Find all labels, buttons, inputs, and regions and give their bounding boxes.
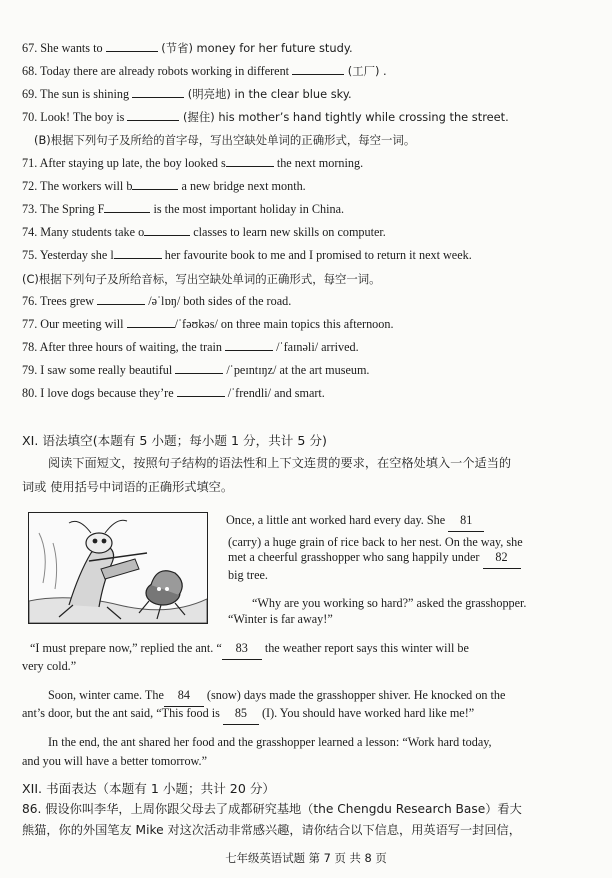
- answer-blank[interactable]: [127, 109, 179, 121]
- passage-p1-line1: Once, a little ant worked hard every day. She 81: [226, 509, 484, 532]
- question-text: 79. I saw some really beautiful: [22, 363, 176, 377]
- answer-blank[interactable]: [132, 178, 178, 190]
- question-text: 77. Our meeting will: [22, 317, 127, 331]
- passage-p5-line2: and you will have a better tomorrow.”: [22, 754, 208, 768]
- question-text: 80. I love dogs because they’re: [22, 386, 177, 400]
- question-text: 75. Yesterday she l: [22, 248, 114, 262]
- section-xi-title: XI. 语法填空(本题有 5 小题；每小题 1 分，共计 5 分): [22, 433, 327, 448]
- question-text: 70. Look! The boy is: [22, 110, 128, 124]
- question-text: 69. The sun is shining: [22, 87, 133, 101]
- passage-p1-line2: (carry) a huge grain of rice back to her nest. On the way, she: [228, 535, 523, 549]
- question-row-a-4: [22, 109, 509, 125]
- question-text: a new bridge next month.: [178, 179, 306, 193]
- answer-blank[interactable]: [114, 247, 162, 259]
- answer-blank[interactable]: [127, 316, 175, 328]
- question-text: /ˈfəʊkəs/ on three main topics this afternoon.: [174, 317, 394, 331]
- question-text: 78. After three hours of waiting, the train: [22, 340, 226, 354]
- question-text: her favourite book to me and I promised to return it next week.: [161, 248, 472, 262]
- section-xi-instruction-line2: 词或 使用括号中词语的正确形式填空。: [22, 480, 234, 494]
- passage-p3-line1: “I must prepare now,” replied the ant. “ 83 the weather report says this winter will be: [30, 637, 469, 660]
- answer-blank[interactable]: [226, 155, 274, 167]
- question-text: the next morning.: [273, 156, 364, 170]
- question-row-b-3: [22, 201, 344, 217]
- passage-p4-line2: ant’s door, but the ant said, “This food is 85 (I). You should have worked hard like me!”: [22, 702, 474, 725]
- question-text: /ˈfrendli/ and smart.: [224, 386, 325, 400]
- question-row-c-3: [22, 339, 359, 355]
- question-text: classes to learn new skills on computer.: [190, 225, 386, 239]
- page-footer: 七年级英语试题 第 7 页 共 8 页: [225, 851, 387, 865]
- answer-blank[interactable]: [106, 40, 158, 52]
- blank-84[interactable]: 84: [164, 684, 204, 707]
- blank-81[interactable]: 81: [448, 509, 484, 532]
- question-text: 73. The Spring F: [22, 202, 105, 216]
- answer-blank[interactable]: [292, 63, 344, 75]
- question-text: (明亮地) in the clear blue sky.: [184, 87, 352, 101]
- section-xii-title: XII. 书面表达（本题有 1 小题；共计 20 分）: [22, 781, 276, 796]
- passage-p5-line1: In the end, the ant shared her food and the grasshopper learned a lesson: “Work hard today,: [48, 735, 492, 749]
- passage-p2-line2: “Winter is far away!”: [228, 612, 333, 626]
- question-text: 74. Many students take o: [22, 225, 145, 239]
- question-row-a-2: [22, 63, 387, 79]
- section-xi-instruction-line1: 阅读下面短文，按照句子结构的语法性和上下文连贯的要求，在空格处填入一个适当的: [48, 456, 512, 470]
- passage-p2-line1: “Why are you working so hard?” asked the grasshopper.: [252, 596, 527, 610]
- passage-p4-line1: Soon, winter came. The 84 (snow) days made the grasshopper shiver. He knocked on the: [48, 684, 505, 707]
- question-row-b-1: [22, 155, 363, 171]
- question-text: 76. Trees grew: [22, 294, 98, 308]
- question-text: 68. Today there are already robots working in different: [22, 64, 293, 78]
- blank-85[interactable]: 85: [223, 702, 259, 725]
- question-86-line2: 熊猫，你的外国笔友 Mike 对这次活动非常感兴趣，请你结合以下信息，用英语写一封回信，: [22, 823, 521, 837]
- answer-blank[interactable]: [132, 86, 184, 98]
- answer-blank[interactable]: [144, 224, 190, 236]
- part-b-instruction: (B)根据下列句子及所给的首字母，写出空缺处单词的正确形式，每空一词。: [34, 133, 416, 147]
- question-86-line1: 86. 假设你叫李华，上周你跟父母去了成都研究基地（the Chengdu Research Base）看大: [22, 802, 522, 816]
- question-row-b-5: [22, 247, 472, 263]
- blank-83[interactable]: 83: [222, 637, 262, 660]
- question-row-a-1: [22, 40, 353, 56]
- answer-blank[interactable]: [104, 201, 150, 213]
- answer-blank[interactable]: [97, 293, 145, 305]
- passage-p3-line2: very cold.”: [22, 659, 77, 673]
- question-row-c-5: [22, 385, 325, 401]
- question-row-b-2: [22, 178, 306, 194]
- question-text: 71. After staying up late, the boy looked s: [22, 156, 226, 170]
- question-text: /əˈlɒŋ/ both sides of the road.: [145, 294, 292, 308]
- ant-grasshopper-illustration: [28, 512, 208, 624]
- answer-blank[interactable]: [175, 362, 223, 374]
- question-row-c-2: [22, 316, 394, 332]
- question-row-b-4: [22, 224, 386, 240]
- question-text: /ˈfaɪnəli/ arrived.: [273, 340, 359, 354]
- question-text: 72. The workers will b: [22, 179, 133, 193]
- question-row-c-1: [22, 293, 291, 309]
- question-text: (工厂) .: [344, 64, 387, 78]
- part-c-instruction: (C)根据下列句子及所给音标，写出空缺处单词的正确形式，每空一词。: [22, 272, 381, 286]
- passage-p1-line3: met a cheerful grasshopper who sang happily under 82: [228, 546, 521, 569]
- question-text: (握住) his mother’s hand tightly while crossing the street.: [179, 110, 509, 124]
- question-row-c-4: [22, 362, 369, 378]
- question-text: 67. She wants to: [22, 41, 106, 55]
- answer-blank[interactable]: [225, 339, 273, 351]
- question-text: /ˈpeɪntɪŋz/ at the art museum.: [223, 363, 370, 377]
- question-text: is the most important holiday in China.: [150, 202, 345, 216]
- answer-blank[interactable]: [177, 385, 225, 397]
- question-row-a-3: [22, 86, 352, 102]
- passage-p1-line4: big tree.: [228, 568, 268, 582]
- question-text: (节省) money for her future study.: [157, 41, 353, 55]
- blank-82[interactable]: 82: [483, 546, 521, 569]
